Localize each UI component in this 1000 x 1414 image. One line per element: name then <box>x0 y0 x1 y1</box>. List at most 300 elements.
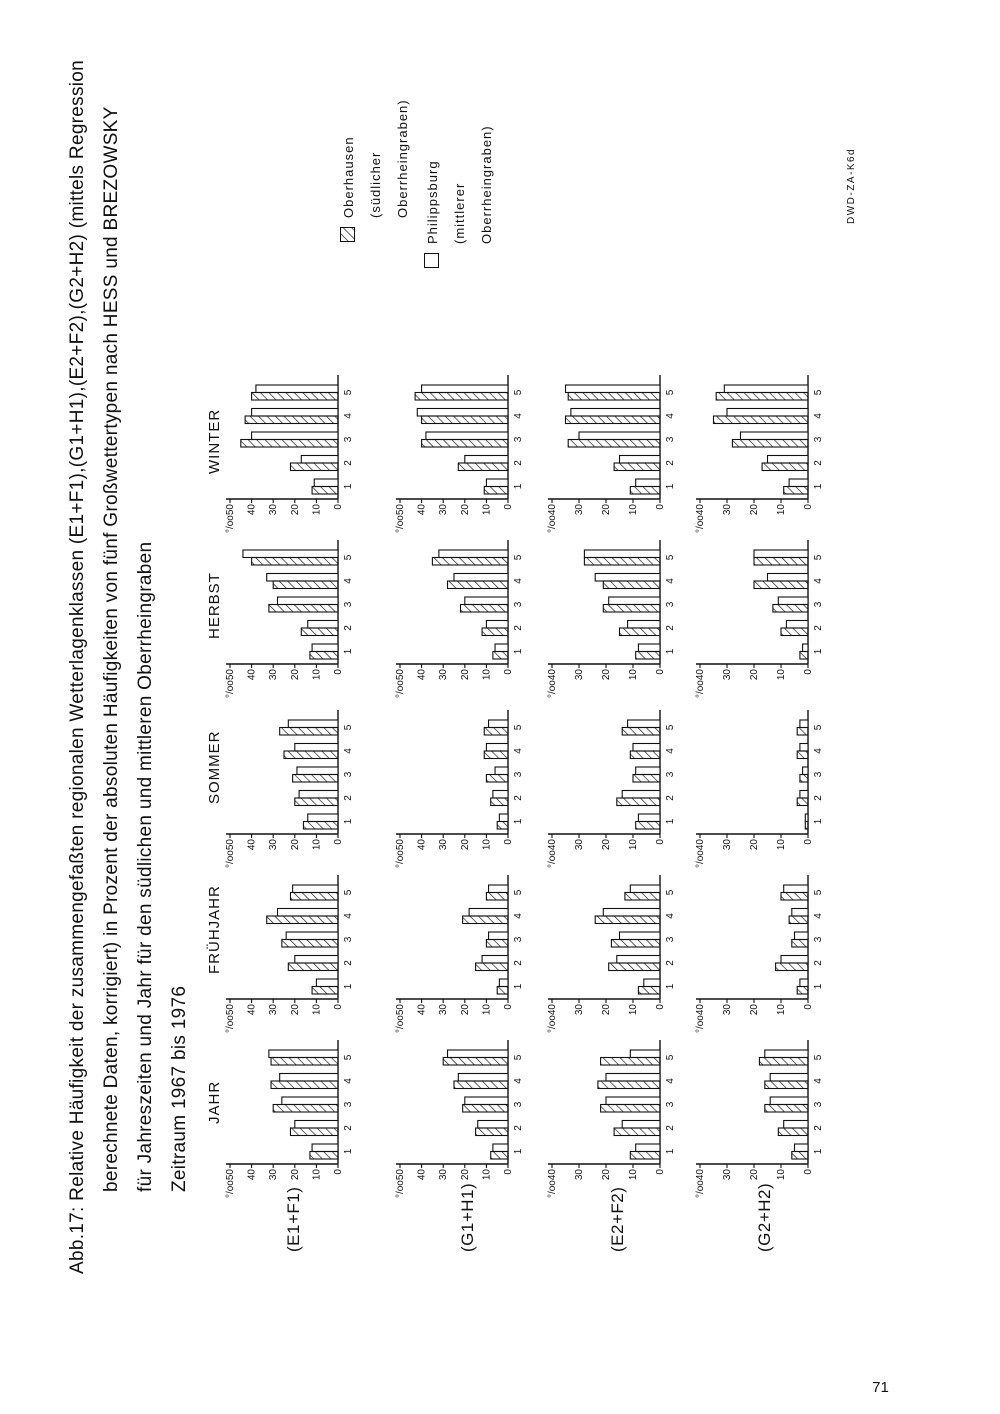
bar-oberhausen <box>765 1081 808 1089</box>
category-label: 1 <box>343 983 354 990</box>
bar-philippsburg <box>636 479 660 487</box>
bar-philippsburg <box>308 814 338 822</box>
bar-oberhausen <box>614 463 660 471</box>
bar-oberhausen <box>443 1058 508 1066</box>
tick-label: 0 <box>333 669 344 675</box>
tick-label: 40 <box>246 1004 258 1016</box>
bar-philippsburg <box>478 1121 508 1129</box>
tick-label: 20 <box>749 839 760 851</box>
tick-label: 10 <box>311 504 323 516</box>
category-label: 5 <box>665 1054 676 1061</box>
category-label: 4 <box>813 1078 824 1084</box>
bar-philippsburg <box>278 909 338 917</box>
bar-philippsburg <box>295 744 338 752</box>
bar-oberhausen <box>282 940 338 948</box>
bar-philippsburg <box>439 550 508 558</box>
bar-oberhausen <box>601 1058 660 1066</box>
bar-oberhausen <box>293 775 338 783</box>
bar-philippsburg <box>603 909 660 917</box>
bar-philippsburg <box>489 932 508 940</box>
bar-oberhausen <box>273 581 338 589</box>
bar-oberhausen <box>463 1105 508 1113</box>
caption-line-3: für Jahreszeiten und Jahr für den südlichen und mittleren Oberrheingraben <box>135 541 156 1192</box>
bar-oberhausen <box>422 416 508 424</box>
tick-label: 10 <box>776 1004 787 1016</box>
legend-open-sub2: Oberrheingraben) <box>479 125 494 244</box>
bar-oberhausen <box>792 940 808 948</box>
tick-label: 20 <box>749 669 760 681</box>
tick-label: 10 <box>776 504 787 516</box>
bar-philippsburg <box>308 621 338 629</box>
category-label: 1 <box>513 1148 524 1155</box>
tick-label: °/oo40 <box>547 504 558 534</box>
tick-label: 20 <box>289 1169 301 1181</box>
tick-label: 0 <box>503 1004 514 1010</box>
tick-label: 0 <box>333 504 344 510</box>
bar-oberhausen <box>271 1058 338 1066</box>
category-label: 4 <box>813 578 824 584</box>
bar-philippsburg <box>628 720 660 728</box>
tick-label: 30 <box>438 1169 450 1181</box>
category-label: 5 <box>343 724 354 731</box>
bar-oberhausen <box>284 751 338 759</box>
bar-philippsburg <box>622 1121 660 1129</box>
category-label: 5 <box>513 724 524 731</box>
row-label-e2f2: (E2+F2) <box>608 1186 627 1252</box>
bar-philippsburg <box>781 956 808 964</box>
tick-label: 30 <box>722 1004 733 1016</box>
row-label-e1f1: (E1+F1) <box>284 1186 303 1252</box>
category-label: 3 <box>813 936 824 943</box>
tick-label: 10 <box>481 839 493 851</box>
row-label-g2h2: (G2+H2) <box>755 1182 774 1252</box>
tick-label: 10 <box>481 504 493 516</box>
bar-philippsburg <box>288 720 338 728</box>
category-label: 5 <box>665 724 676 731</box>
category-label: 2 <box>343 960 354 966</box>
bar-oberhausen <box>784 487 808 495</box>
bar-oberhausen <box>797 798 808 806</box>
legend-open-swatch <box>424 252 440 268</box>
tick-label: 10 <box>628 504 639 516</box>
category-label: 5 <box>665 554 676 561</box>
tick-label: 0 <box>803 839 814 845</box>
category-label: 3 <box>513 436 524 443</box>
category-label: 3 <box>343 436 354 443</box>
tick-label: 20 <box>601 669 612 681</box>
bar-oberhausen <box>620 628 661 636</box>
tick-label: 0 <box>803 1169 814 1175</box>
bar-oberhausen <box>630 487 660 495</box>
bar-oberhausen <box>252 558 338 566</box>
bar-oberhausen <box>312 987 338 995</box>
bar-philippsburg <box>482 956 508 964</box>
category-label: 5 <box>665 889 676 896</box>
bar-philippsburg <box>633 744 660 752</box>
tick-label: 0 <box>655 839 666 845</box>
tick-label: 0 <box>803 1004 814 1010</box>
bar-philippsburg <box>493 791 508 799</box>
bar-oberhausen <box>797 987 808 995</box>
tick-label: 0 <box>503 1169 514 1175</box>
tick-label: 30 <box>268 504 280 516</box>
category-label: 2 <box>813 460 824 466</box>
bar-oberhausen <box>805 822 808 830</box>
bar-oberhausen <box>595 916 660 924</box>
bar-oberhausen <box>778 1128 808 1136</box>
bar-oberhausen <box>603 605 660 613</box>
tick-label: 40 <box>246 669 258 681</box>
bar-oberhausen <box>422 440 508 448</box>
bar-philippsburg <box>644 979 660 987</box>
tick-label: 30 <box>268 1169 280 1181</box>
bar-philippsburg <box>770 1074 808 1082</box>
category-label: 2 <box>513 1125 524 1131</box>
bar-oberhausen <box>568 393 660 401</box>
tick-label: 40 <box>416 504 428 516</box>
bar-philippsburg <box>493 1144 508 1152</box>
tick-label: 0 <box>803 504 814 510</box>
tick-label: 30 <box>268 669 280 681</box>
tick-label: 40 <box>246 839 258 851</box>
caption-line-2: berechnete Daten, korrigiert) in Prozent der absoluten Häufigkeiten von fünf Großwettertypen nach HESS und BREZOWSKY <box>101 106 122 1192</box>
bar-philippsburg <box>630 1050 660 1058</box>
category-label: 4 <box>665 1078 676 1084</box>
category-label: 4 <box>343 578 354 584</box>
tick-label: 20 <box>459 1004 471 1016</box>
tick-label: 20 <box>459 669 471 681</box>
legend-hatched-swatch <box>340 226 356 242</box>
category-label: 2 <box>813 795 824 801</box>
tick-label: 20 <box>459 504 471 516</box>
category-label: 5 <box>343 554 354 561</box>
tick-label: °/oo50 <box>395 1169 406 1199</box>
bar-oberhausen <box>290 463 338 471</box>
bar-philippsburg <box>316 979 338 987</box>
tick-label: 10 <box>311 1004 323 1016</box>
bar-philippsburg <box>486 744 508 752</box>
bar-philippsburg <box>741 432 809 440</box>
tick-label: 20 <box>601 839 612 851</box>
category-label: 4 <box>813 913 824 919</box>
category-label: 1 <box>513 648 524 655</box>
credit-label: DWD-ZA-K6d <box>846 147 857 224</box>
bar-philippsburg <box>486 621 508 629</box>
bar-oberhausen <box>267 916 338 924</box>
tick-label: 0 <box>655 1004 666 1010</box>
bar-philippsburg <box>269 1050 338 1058</box>
bar-philippsburg <box>803 767 808 775</box>
category-label: 3 <box>343 601 354 608</box>
tick-label: 0 <box>333 839 344 845</box>
tick-label: °/oo50 <box>225 504 236 534</box>
tick-label: 20 <box>601 1169 612 1181</box>
bar-oberhausen <box>301 628 338 636</box>
bar-philippsburg <box>765 1050 808 1058</box>
category-label: 4 <box>513 748 524 754</box>
category-label: 1 <box>813 1148 824 1155</box>
category-label: 2 <box>513 625 524 631</box>
category-label: 3 <box>813 436 824 443</box>
bar-philippsburg <box>571 409 660 417</box>
bar-oberhausen <box>633 775 660 783</box>
category-label: 2 <box>343 460 354 466</box>
bar-philippsburg <box>789 479 808 487</box>
bar-oberhausen <box>271 1081 338 1089</box>
category-label: 2 <box>813 1125 824 1131</box>
tick-label: °/oo40 <box>695 504 706 534</box>
bar-philippsburg <box>499 814 508 822</box>
bar-philippsburg <box>630 885 660 893</box>
category-label: 3 <box>513 1101 524 1108</box>
category-label: 3 <box>513 771 524 778</box>
category-label: 2 <box>343 625 354 631</box>
tick-label: °/oo50 <box>225 669 236 699</box>
tick-label: 10 <box>628 669 639 681</box>
bar-philippsburg <box>800 720 808 728</box>
tick-label: 0 <box>655 669 666 675</box>
category-label: 1 <box>665 983 676 990</box>
bar-oberhausen <box>491 798 508 806</box>
category-label: 4 <box>343 913 354 919</box>
category-label: 2 <box>813 960 824 966</box>
category-label: 5 <box>665 389 676 396</box>
tick-label: 30 <box>574 669 585 681</box>
bar-oberhausen <box>269 605 338 613</box>
tick-label: °/oo50 <box>225 1169 236 1199</box>
tick-label: 30 <box>574 1004 585 1016</box>
category-label: 4 <box>665 413 676 419</box>
bar-philippsburg <box>800 979 808 987</box>
bar-oberhausen <box>754 581 808 589</box>
bar-philippsburg <box>465 597 508 605</box>
bar-oberhausen <box>484 751 508 759</box>
bar-philippsburg <box>454 574 508 582</box>
bar-oberhausen <box>714 416 809 424</box>
category-label: 4 <box>665 578 676 584</box>
bar-philippsburg <box>312 1144 338 1152</box>
season-label-fruehjahr: FRÜHJAHR <box>206 885 223 974</box>
tick-label: °/oo50 <box>395 1004 406 1034</box>
category-label: 1 <box>343 483 354 490</box>
bar-oberhausen <box>290 1128 338 1136</box>
bar-oberhausen <box>584 558 660 566</box>
bar-oberhausen <box>486 775 508 783</box>
bar-oberhausen <box>303 822 338 830</box>
category-label: 3 <box>813 771 824 778</box>
category-label: 1 <box>665 818 676 825</box>
bar-philippsburg <box>301 456 338 464</box>
category-label: 4 <box>513 913 524 919</box>
bar-philippsburg <box>469 909 508 917</box>
category-label: 5 <box>513 554 524 561</box>
tick-label: 0 <box>655 1169 666 1175</box>
tick-label: 20 <box>749 504 760 516</box>
bar-oberhausen <box>310 1152 338 1160</box>
category-label: 2 <box>343 1125 354 1131</box>
bar-philippsburg <box>628 621 660 629</box>
bar-oberhausen <box>636 652 660 660</box>
tick-label: 20 <box>289 669 301 681</box>
category-label: 4 <box>343 1078 354 1084</box>
bar-philippsburg <box>770 1097 808 1105</box>
tick-label: 40 <box>416 1004 428 1016</box>
tick-label: 40 <box>246 504 258 516</box>
category-label: 5 <box>813 724 824 731</box>
bar-oberhausen <box>789 916 808 924</box>
legend-open-sub1: (mittlerer <box>452 182 467 244</box>
tick-label: 10 <box>628 1004 639 1016</box>
category-label: 2 <box>813 625 824 631</box>
bar-oberhausen <box>312 487 338 495</box>
tick-label: 10 <box>776 669 787 681</box>
bar-philippsburg <box>465 456 508 464</box>
category-label: 1 <box>813 483 824 490</box>
tick-label: 10 <box>311 839 323 851</box>
bar-oberhausen <box>617 798 660 806</box>
bar-philippsburg <box>566 385 661 393</box>
category-label: 5 <box>813 554 824 561</box>
tick-label: 30 <box>268 839 280 851</box>
category-label: 3 <box>343 1101 354 1108</box>
tick-label: °/oo40 <box>695 669 706 699</box>
tick-label: °/oo40 <box>547 1169 558 1199</box>
category-label: 2 <box>665 795 676 801</box>
legend-hatched-sub2: Oberrheingraben) <box>395 99 410 218</box>
bar-oberhausen <box>732 440 808 448</box>
bar-philippsburg <box>422 385 508 393</box>
bar-oberhausen <box>476 1128 508 1136</box>
bar-philippsburg <box>584 550 660 558</box>
bar-oberhausen <box>609 963 660 971</box>
tick-label: 30 <box>438 504 450 516</box>
caption-line-4: Zeitraum 1967 bis 1976 <box>169 985 190 1192</box>
bar-philippsburg <box>486 479 508 487</box>
bar-oberhausen <box>288 963 338 971</box>
tick-label: 0 <box>503 669 514 675</box>
category-label: 3 <box>665 436 676 443</box>
bar-philippsburg <box>295 956 338 964</box>
bar-philippsburg <box>314 479 338 487</box>
tick-label: 10 <box>481 1004 493 1016</box>
bar-oberhausen <box>432 558 508 566</box>
bar-philippsburg <box>636 1144 660 1152</box>
bar-philippsburg <box>465 1097 508 1105</box>
tick-label: 0 <box>803 669 814 675</box>
bar-oberhausen <box>310 652 338 660</box>
bar-oberhausen <box>566 416 661 424</box>
row-label-g1h1: (G1+H1) <box>458 1182 477 1252</box>
tick-label: 40 <box>416 669 428 681</box>
category-label: 3 <box>513 601 524 608</box>
bar-oberhausen <box>486 940 508 948</box>
tick-label: 10 <box>776 1169 787 1181</box>
season-label-herbst: HERBST <box>206 572 223 639</box>
bar-oberhausen <box>484 728 508 736</box>
bar-philippsburg <box>784 1121 808 1129</box>
bar-philippsburg <box>499 979 508 987</box>
bar-oberhausen <box>773 605 808 613</box>
category-label: 5 <box>343 1054 354 1061</box>
bar-oberhausen <box>454 1081 508 1089</box>
bar-oberhausen <box>792 1152 808 1160</box>
tick-label: 40 <box>416 1169 428 1181</box>
bar-philippsburg <box>243 550 338 558</box>
tick-label: 10 <box>776 839 787 851</box>
bar-philippsburg <box>795 932 809 940</box>
legend-open-label: Philippsburg <box>425 160 440 244</box>
category-label: 2 <box>513 960 524 966</box>
bar-philippsburg <box>489 885 508 893</box>
bar-oberhausen <box>484 487 508 495</box>
bar-oberhausen <box>765 1105 808 1113</box>
bar-philippsburg <box>299 791 338 799</box>
bar-oberhausen <box>762 463 808 471</box>
bar-oberhausen <box>781 628 808 636</box>
bar-philippsburg <box>617 956 660 964</box>
bar-oberhausen <box>601 1105 660 1113</box>
bar-philippsburg <box>417 409 508 417</box>
bar-philippsburg <box>448 1050 508 1058</box>
category-label: 1 <box>343 1148 354 1155</box>
tick-label: 30 <box>438 669 450 681</box>
bar-oberhausen <box>754 558 808 566</box>
category-label: 2 <box>343 795 354 801</box>
bar-oberhausen <box>759 1058 808 1066</box>
category-label: 1 <box>343 818 354 825</box>
bar-oberhausen <box>800 652 808 660</box>
bar-philippsburg <box>803 644 808 652</box>
category-label: 4 <box>813 413 824 419</box>
bar-oberhausen <box>241 440 338 448</box>
category-label: 5 <box>343 389 354 396</box>
bar-philippsburg <box>786 621 808 629</box>
bar-philippsburg <box>495 644 508 652</box>
tick-label: 10 <box>628 839 639 851</box>
category-label: 1 <box>513 983 524 990</box>
tick-label: °/oo50 <box>395 839 406 869</box>
tick-label: 30 <box>722 504 733 516</box>
category-label: 5 <box>513 889 524 896</box>
tick-label: 10 <box>311 669 323 681</box>
caption-line-1: Abb.17: Relative Häufigkeit der zusammengefaßten regionalen Wetterlagenklassen (E1+F1),(G1+H1),(E2+F2),(G2+H2) (mittels Regression <box>67 59 88 1274</box>
tick-label: 30 <box>722 1169 733 1181</box>
category-label: 3 <box>513 936 524 943</box>
bar-philippsburg <box>489 720 508 728</box>
bar-philippsburg <box>620 932 661 940</box>
bar-philippsburg <box>768 574 809 582</box>
bar-philippsburg <box>620 456 661 464</box>
bar-philippsburg <box>795 1144 809 1152</box>
bar-oberhausen <box>290 893 338 901</box>
bar-oberhausen <box>497 987 508 995</box>
bar-philippsburg <box>638 814 660 822</box>
category-label: 3 <box>665 771 676 778</box>
tick-label: °/oo40 <box>695 839 706 869</box>
bar-philippsburg <box>800 744 808 752</box>
bar-philippsburg <box>636 767 660 775</box>
bar-oberhausen <box>463 916 508 924</box>
bar-philippsburg <box>495 767 508 775</box>
category-label: 3 <box>813 1101 824 1108</box>
bar-philippsburg <box>256 385 338 393</box>
bar-philippsburg <box>768 456 809 464</box>
bar-philippsburg <box>579 432 660 440</box>
category-label: 4 <box>513 578 524 584</box>
category-label: 1 <box>813 648 824 655</box>
bar-oberhausen <box>630 751 660 759</box>
tick-label: 30 <box>574 504 585 516</box>
